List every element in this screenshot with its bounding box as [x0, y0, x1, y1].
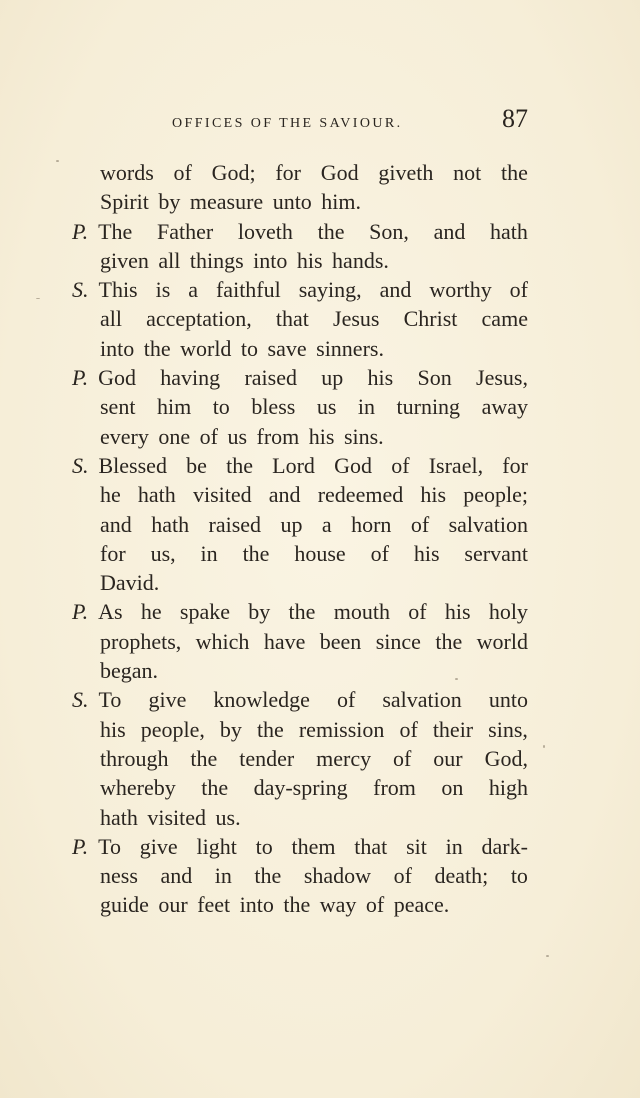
word: the: [226, 452, 253, 478]
word: mercy: [316, 745, 372, 771]
word: up: [280, 511, 303, 537]
word: and: [100, 511, 132, 537]
word: To: [98, 687, 122, 713]
line-text: [100, 158, 528, 187]
word: them: [291, 833, 336, 859]
word: raised: [208, 511, 262, 537]
word: to: [510, 863, 528, 889]
word: remission: [298, 716, 385, 742]
word: Israel,: [428, 452, 484, 478]
text-line: [72, 158, 528, 187]
word: redeemed: [317, 482, 404, 508]
word: all: [100, 306, 122, 332]
speaker-label: S.: [72, 452, 89, 478]
word: of: [509, 277, 528, 303]
page-number: 87: [502, 104, 528, 133]
word: and: [268, 482, 301, 508]
text-line: [72, 744, 528, 773]
word: not: [453, 160, 482, 185]
word: us: [316, 394, 337, 420]
word: on: [441, 775, 464, 801]
word: his: [444, 599, 471, 625]
word: having: [160, 365, 221, 391]
word: words: [100, 160, 154, 185]
word: tender: [239, 745, 295, 771]
speaker-label: P.: [72, 218, 89, 244]
word: hath: [137, 482, 176, 508]
line-text: [100, 539, 528, 568]
word: of: [370, 540, 389, 566]
word: the: [501, 160, 528, 185]
text-line: [72, 597, 528, 626]
paragraph: [72, 363, 528, 451]
paragraph: [72, 685, 528, 831]
word: sit: [406, 833, 427, 859]
text-line: [72, 304, 528, 333]
word: and: [433, 218, 466, 244]
word: by: [248, 599, 271, 625]
word: acceptation,: [146, 306, 252, 332]
word: up: [321, 365, 344, 391]
word: is: [155, 277, 171, 303]
word: light: [196, 833, 237, 859]
text-line: [72, 363, 528, 392]
word: for: [502, 452, 528, 478]
speaker-label: P.: [72, 833, 89, 859]
word: our: [433, 745, 463, 771]
word: world: [476, 628, 528, 654]
word: the: [435, 628, 463, 654]
text-line: [72, 803, 528, 832]
text-line: [72, 217, 528, 246]
word: holy: [488, 599, 528, 625]
word: shadow: [303, 863, 372, 889]
line-text: [99, 451, 529, 480]
word: of: [336, 687, 356, 713]
word: giveth: [378, 160, 434, 185]
word: sent: [100, 394, 136, 420]
word: for: [100, 540, 126, 566]
word: the: [256, 716, 284, 742]
word: and: [379, 277, 412, 303]
word: hath: [151, 511, 190, 537]
word: he: [100, 482, 121, 508]
word: turning: [396, 394, 461, 420]
paper-speck: [56, 160, 59, 162]
word: salvation: [448, 511, 528, 537]
paragraph: [72, 275, 528, 363]
word: people;: [463, 482, 528, 508]
word: for: [275, 160, 302, 185]
word: which: [195, 628, 250, 654]
speaker-label: P.: [72, 599, 89, 625]
word: be: [186, 452, 207, 478]
line-text: [98, 832, 528, 861]
word: knowledge: [213, 687, 310, 713]
word: his: [420, 482, 447, 508]
line-text: guide our feet into the way of peace.: [100, 892, 450, 918]
word: the: [190, 745, 218, 771]
word: loveth: [237, 218, 293, 244]
word: the: [317, 218, 345, 244]
line-text: [100, 480, 528, 509]
word: God;: [211, 160, 256, 185]
paper-speck: [546, 955, 549, 957]
speaker-label: S.: [72, 687, 89, 713]
word: horn: [351, 511, 392, 537]
paper-speck: [36, 298, 40, 299]
word: their: [432, 716, 474, 742]
word: faithful: [215, 277, 281, 303]
text-line: [72, 627, 528, 656]
word: that: [354, 833, 388, 859]
word: To: [98, 833, 122, 859]
word: high: [488, 775, 528, 801]
line-text: hath visited us.: [100, 804, 241, 830]
word: God,: [484, 745, 528, 771]
word: in: [200, 540, 218, 566]
word: a: [188, 277, 199, 303]
word: by: [219, 716, 242, 742]
word: of: [391, 452, 410, 478]
word: through: [100, 745, 169, 771]
line-text: [99, 275, 529, 304]
word: unto: [488, 687, 528, 713]
text-line: [72, 861, 528, 890]
paragraph: [72, 832, 528, 920]
line-text: [98, 217, 528, 246]
word: give: [139, 833, 178, 859]
word: since: [375, 628, 421, 654]
running-title: OFFICES OF THE SAVIOUR.: [172, 116, 403, 131]
word: God: [320, 160, 359, 185]
word: us,: [150, 540, 176, 566]
line-text: [100, 715, 528, 744]
word: Lord: [272, 452, 315, 478]
line-text: [100, 304, 528, 333]
word: of: [393, 745, 412, 771]
line-text: [100, 861, 528, 890]
paragraph: [72, 158, 528, 217]
word: from: [373, 775, 416, 801]
paper-speck: [543, 745, 545, 748]
word: came: [481, 306, 528, 332]
word: Son,: [369, 218, 409, 244]
line-text: every one of us from his sins.: [100, 423, 384, 449]
word: people,: [140, 716, 205, 742]
speaker-label: P.: [72, 365, 89, 391]
word: that: [275, 306, 309, 332]
word: the: [288, 599, 316, 625]
line-text: [100, 627, 528, 656]
text-line: [72, 451, 528, 480]
word: to: [212, 394, 230, 420]
word: in: [357, 394, 375, 420]
word: mouth: [333, 599, 390, 625]
word: his: [413, 540, 440, 566]
word: of: [173, 160, 192, 185]
line-text: into the world to save sinners.: [100, 335, 384, 361]
word: of: [393, 863, 412, 889]
word: the: [201, 775, 229, 801]
word: his: [100, 716, 126, 742]
word: away: [481, 394, 528, 420]
word: Jesus: [333, 306, 380, 332]
paragraph: [72, 597, 528, 685]
line-text: [100, 744, 528, 773]
word: death;: [434, 863, 489, 889]
text-line: [72, 510, 528, 539]
word: of: [408, 599, 427, 625]
word: have: [263, 628, 306, 654]
word: raised: [244, 365, 297, 391]
word: his: [367, 365, 394, 391]
word: he: [140, 599, 162, 625]
text-line: [72, 685, 528, 714]
text-line: [72, 715, 528, 744]
body-text: [72, 158, 528, 920]
word: Jesus,: [476, 365, 528, 391]
word: a: [321, 511, 332, 537]
text-line: [72, 392, 528, 421]
word: and: [160, 863, 193, 889]
word: the: [254, 863, 282, 889]
line-text: [100, 510, 528, 539]
word: Christ: [403, 306, 458, 332]
word: in: [445, 833, 463, 859]
word: God: [334, 452, 373, 478]
word: prophets,: [100, 628, 182, 654]
word: ness: [100, 863, 138, 889]
text-line: [72, 890, 528, 919]
word: dark-: [481, 833, 528, 859]
page-header: [172, 104, 528, 140]
line-text: [100, 773, 528, 802]
word: been: [319, 628, 362, 654]
line-text: David.: [100, 570, 160, 596]
text-line: [72, 275, 528, 304]
word: As: [98, 599, 123, 625]
word: him: [156, 394, 192, 420]
line-text: given all things into his hands.: [100, 247, 389, 273]
paper-speck: [455, 678, 458, 680]
text-line: [72, 187, 528, 216]
word: servant: [464, 540, 528, 566]
line-text: [99, 685, 529, 714]
text-line: [72, 480, 528, 509]
word: visited: [192, 482, 252, 508]
text-line: [72, 773, 528, 802]
text-line: [72, 568, 528, 597]
text-line: [72, 656, 528, 685]
line-text: began.: [100, 658, 159, 684]
word: bless: [251, 394, 296, 420]
word: the: [242, 540, 270, 566]
word: Father: [157, 218, 214, 244]
word: to: [255, 833, 273, 859]
word: of: [410, 511, 430, 537]
paragraph: [72, 451, 528, 597]
line-text: [98, 597, 528, 626]
word: saying,: [298, 277, 362, 303]
word: house: [294, 540, 346, 566]
word: This: [98, 277, 138, 303]
word: salvation: [382, 687, 462, 713]
line-text: Spirit by measure unto him.: [100, 189, 362, 215]
word: Blessed: [98, 452, 167, 478]
word: hath: [490, 218, 528, 244]
text-line: [72, 539, 528, 568]
word: day-spring: [253, 775, 348, 801]
word: Son: [417, 365, 452, 391]
paragraph: [72, 217, 528, 276]
word: of: [399, 716, 418, 742]
word: worthy: [429, 277, 492, 303]
word: spake: [179, 599, 230, 625]
text-line: [72, 246, 528, 275]
word: God: [98, 365, 136, 391]
word: whereby: [100, 775, 176, 801]
text-line: [72, 422, 528, 451]
text-line: [72, 334, 528, 363]
line-text: [98, 363, 528, 392]
word: sins,: [488, 716, 528, 742]
word: The: [98, 218, 133, 244]
word: in: [214, 863, 232, 889]
text-line: [72, 832, 528, 861]
speaker-label: S.: [72, 277, 89, 303]
word: give: [148, 687, 187, 713]
line-text: [100, 392, 528, 421]
